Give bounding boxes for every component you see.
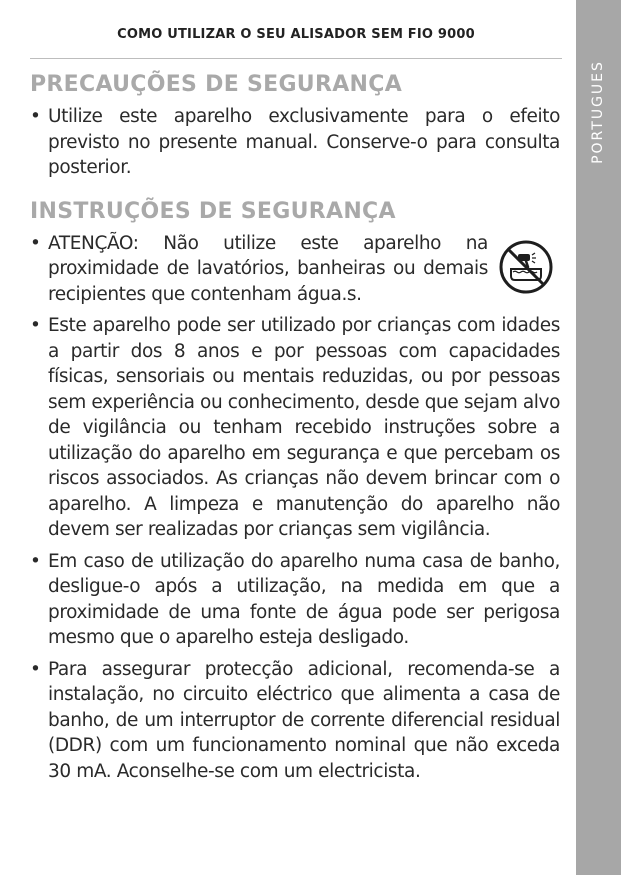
instruction-text: Para assegurar protecção adicional, recomenda-se a instalação, no circuito eléctrico que alimenta a casa de banho, de um interruptor de corrente diferencial residual (DDR) com um funcionamento nominal que não exceda 30 mA. Aconselhe-se com um electricista. xyxy=(48,658,560,782)
main-content xyxy=(30,70,560,790)
language-sidebar xyxy=(576,0,621,875)
bullet-marker: • xyxy=(30,232,41,254)
warning-text: Não utilize este aparelho na proximidade de lavatórios, banheiras ou demais recipientes que contenham água.s. xyxy=(48,232,488,305)
no-use-near-water-icon xyxy=(498,239,554,295)
bullet-marker: • xyxy=(30,315,41,336)
instructions-title: INSTRUÇÕES DE SEGURANÇA xyxy=(30,198,396,224)
instructions-list xyxy=(30,231,560,785)
list-item xyxy=(30,657,560,785)
precautions-title: PRECAUÇÕES DE SEGURANÇA xyxy=(30,72,403,97)
list-item xyxy=(30,313,560,543)
language-label: PORTUGUES xyxy=(590,60,606,164)
warning-label: ATENÇÃO: xyxy=(48,232,139,254)
bullet-marker: • xyxy=(30,658,41,680)
instruction-text: Este aparelho pode ser utilizado por crianças com idades a partir dos 8 anos e por pessoas com capacidades físicas, sensoriais ou mentais reduzidas, ou por pessoas sem experiência ou conhecimento, desde que sejam alvo de vigilância ou tenham recebido instruções sobre a utilização do aparelho em segurança e que percebam os riscos associados. As crianças não devem brincar com o aparelho. A limpeza e manutenção do aparelho não devem ser realizadas por crianças sem vigilância. xyxy=(48,315,560,540)
page-header-title: COMO UTILIZAR O SEU ALISADOR SEM FIO 9000 xyxy=(117,27,475,42)
precaution-text: Utilize este aparelho exclusivamente para o efeito previsto no presente manual. Conserve-o para consulta posterior. xyxy=(48,106,560,178)
precautions-list xyxy=(30,104,560,181)
list-item xyxy=(30,549,560,651)
header-divider xyxy=(30,58,562,59)
list-item xyxy=(30,104,560,181)
bullet-marker: • xyxy=(30,106,41,127)
instruction-text: Em caso de utilização do aparelho numa casa de banho, desligue-o após a utilização, na medida em que a proximidade de uma fonte de água pode ser perigosa mesmo que o aparelho esteja desligado. xyxy=(48,550,560,648)
bullet-marker: • xyxy=(30,550,41,572)
warning-item xyxy=(30,231,560,308)
